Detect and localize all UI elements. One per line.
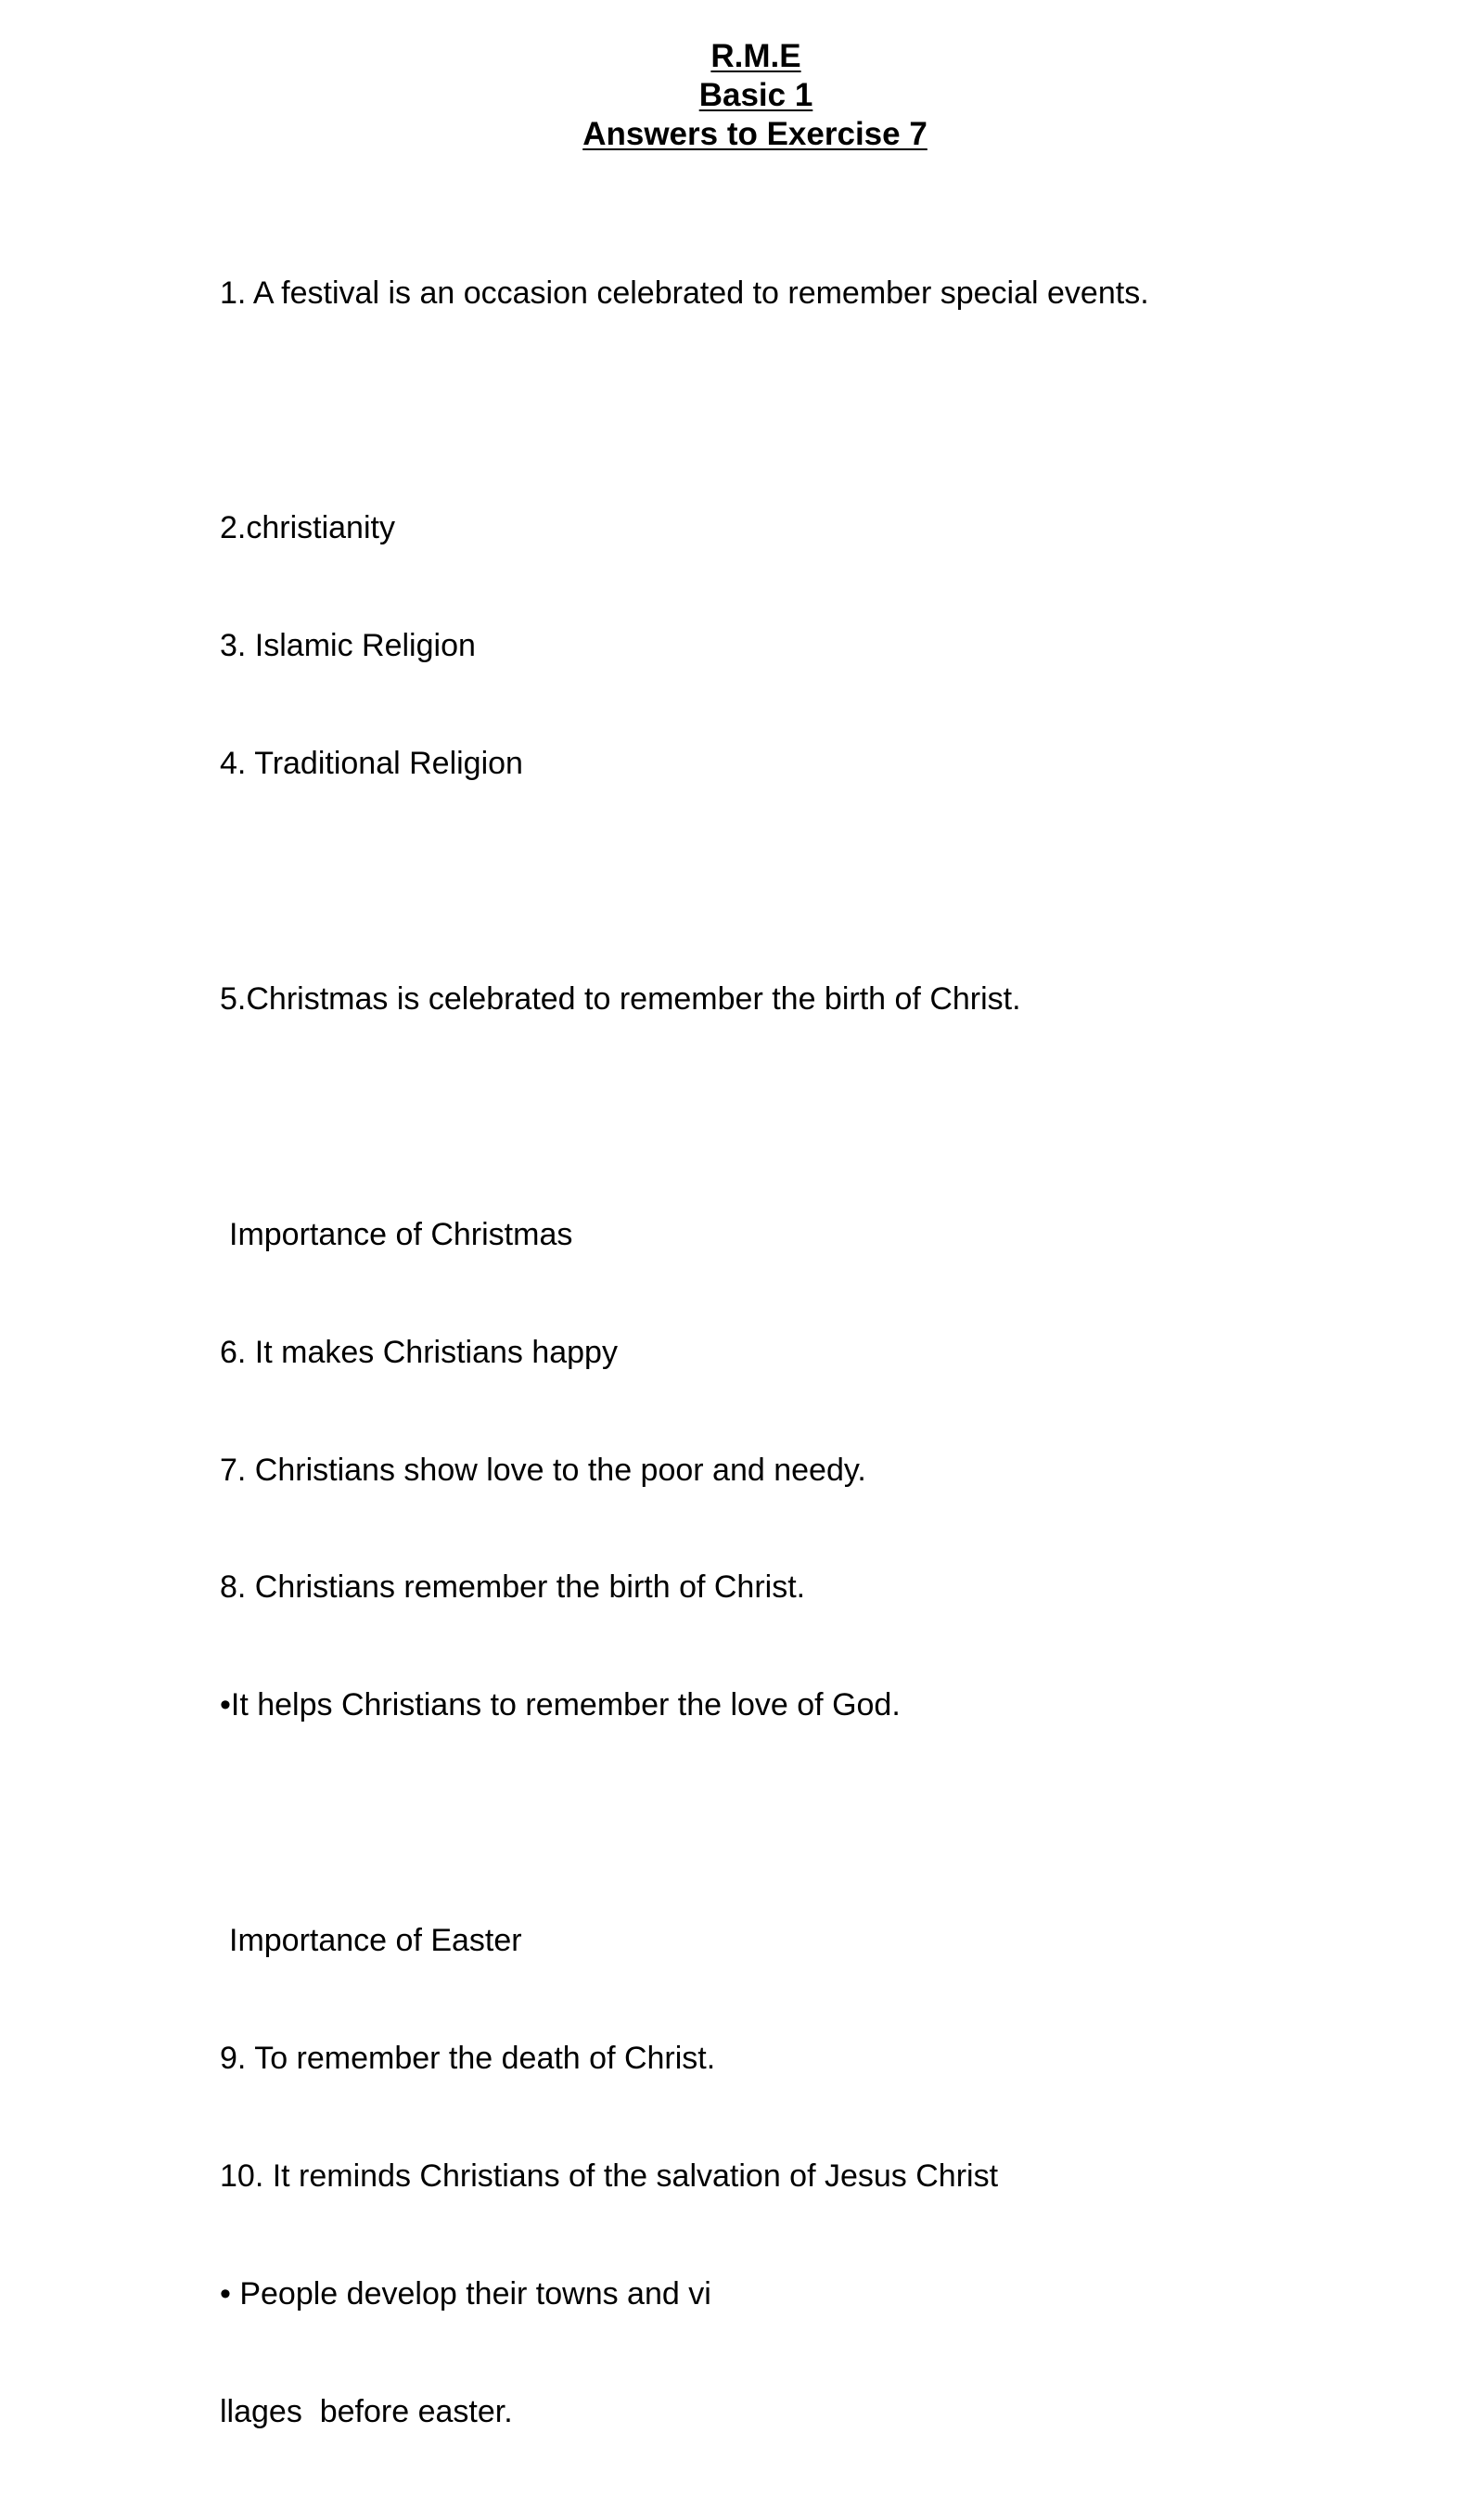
- answer-3: 3. Islamic Religion: [220, 628, 476, 664]
- easter-heading: Importance of Easter: [229, 1923, 522, 1959]
- easter-bullet-line-2: llages before easter.: [220, 2393, 513, 2429]
- answer-9: 9. To remember the death of Christ.: [220, 2040, 716, 2076]
- answer-5: 5.Christmas is celebrated to remember the birth of Christ.: [220, 980, 1021, 1017]
- answer-1: 1. A festival is an occasion celebrated to remember special events.: [220, 275, 1149, 311]
- christmas-bullet: •It helps Christians to remember the love of God.: [220, 1687, 901, 1723]
- easter-bullet-line-1: • People develop their towns and vi: [220, 2275, 711, 2312]
- answer-8: 8. Christians remember the birth of Christ.: [220, 1569, 806, 1606]
- answer-2: 2.christianity: [220, 510, 395, 546]
- document-header: [0, 37, 1484, 154]
- answer-6: 6. It makes Christians happy: [220, 1334, 618, 1370]
- answer-10: 10. It reminds Christians of the salvation of Jesus Christ: [220, 2158, 999, 2194]
- answer-7: 7. Christians show love to the poor and needy.: [220, 1452, 866, 1488]
- answers-body: [220, 195, 1426, 2510]
- subject-heading: R.M.E: [710, 38, 801, 74]
- answer-4: 4. Traditional Religion: [220, 746, 523, 782]
- class-heading: Basic 1: [698, 77, 813, 113]
- exercise-title: Answers to Exercise 7: [582, 116, 928, 152]
- christmas-heading: Importance of Christmas: [229, 1216, 573, 1252]
